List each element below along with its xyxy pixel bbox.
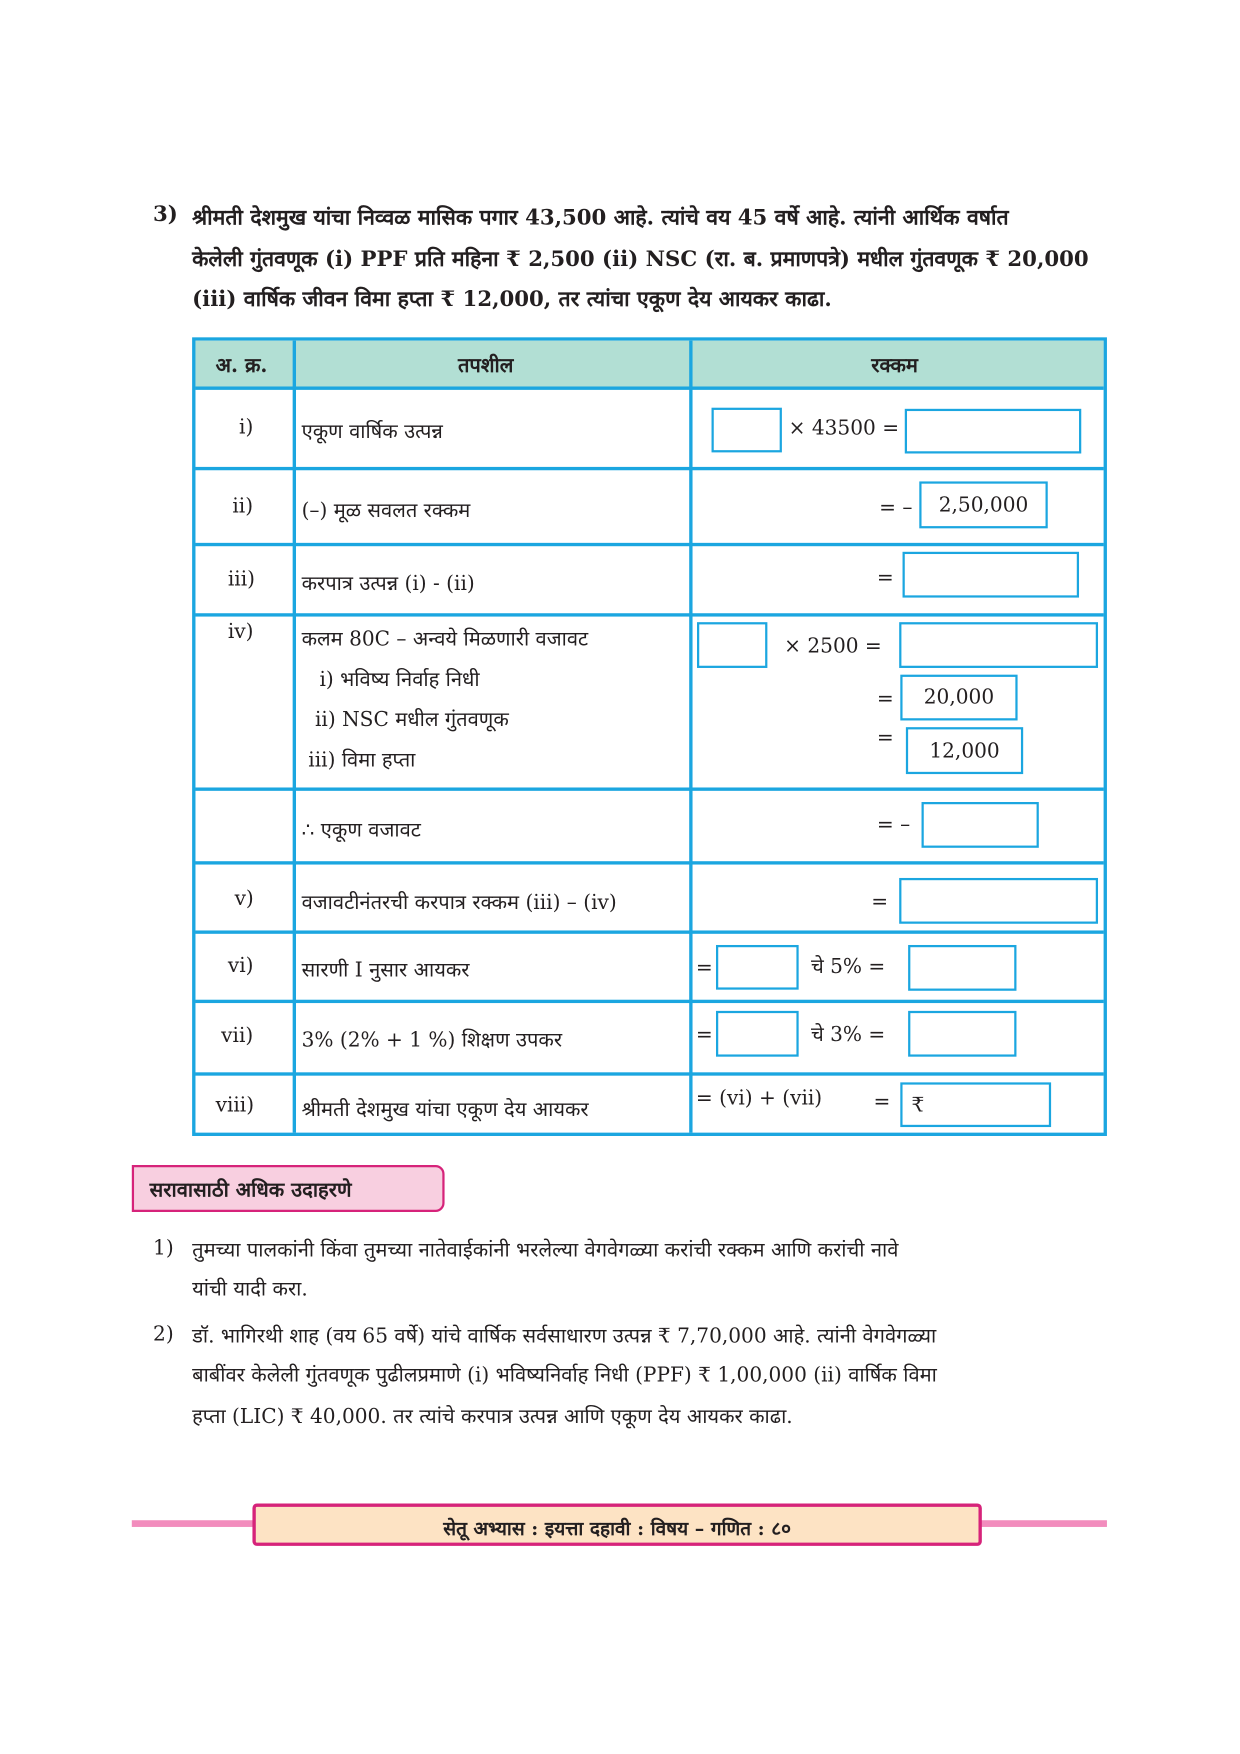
answer-box[interactable] <box>908 1011 1016 1057</box>
row-detail: सारणी I नुसार आयकर <box>301 958 470 982</box>
operator: = <box>873 1090 891 1114</box>
row-number: iii) <box>227 567 256 591</box>
value-box <box>906 727 1023 774</box>
row-detail: ∴ एकूण वजावट <box>301 818 421 843</box>
item-line: हप्ता (LIC) ₹ 40,000. तर त्यांचे करपात्र उत्पन्न आणि एकूण देय आयकर काढा. <box>192 1405 793 1429</box>
answer-box[interactable] <box>712 408 782 453</box>
operator: × 43500 = <box>788 416 900 441</box>
row-number: vi) <box>227 953 254 978</box>
row-detail: कलम 80C – अन्वये मिळणारी वजावट <box>301 627 589 652</box>
section-title: सरावासाठी अधिक उदाहरणे <box>132 1165 445 1212</box>
page-footer: सेतू अभ्यास : इयत्ता दहावी : विषय – गणित : ८० <box>252 1503 981 1545</box>
nsc-value: 20,000 <box>923 685 995 710</box>
item-number: 1) <box>153 1236 174 1260</box>
answer-box[interactable] <box>716 945 799 990</box>
row-detail: 3% (2% + 1 %) शिक्षण उपकर <box>301 1028 563 1053</box>
row-detail: एकूण वार्षिक उत्पन्न <box>301 419 443 444</box>
operator: चे 3% = <box>810 1023 886 1047</box>
row-number: iv) <box>227 619 254 644</box>
operator: = <box>871 890 889 914</box>
operator: = <box>695 1023 713 1047</box>
item-line: तुमच्या पालकांनी किंवा तुमच्या नातेवाईकांनी भरलेल्या वेगवेगळ्या करांची रक्कम आणि करांची नावे <box>192 1238 899 1263</box>
item-line: बाबींवर केलेली गुंतवणूक पुढीलप्रमाणे (i) भविष्यनिर्वाह निधी (PPF) ₹ 1,00,000 (ii) वार्षिक विमा <box>192 1363 937 1388</box>
operator: = (vi) + (vii) <box>695 1086 823 1111</box>
row-number: v) <box>234 886 254 911</box>
footer-rule <box>980 1520 1107 1527</box>
operator: चे 5% = <box>810 955 886 979</box>
answer-box[interactable] <box>905 409 1081 454</box>
answer-box[interactable] <box>900 1082 1051 1127</box>
header-detail: तपशील <box>457 354 514 378</box>
answer-box[interactable] <box>922 802 1039 848</box>
footer-rule <box>132 1520 255 1527</box>
row-subdetail: ii) NSC मधील गुंतवणूक <box>314 708 509 732</box>
question-number: 3) <box>153 202 178 227</box>
item-number: 2) <box>153 1322 174 1346</box>
row-subdetail: i) भविष्य निर्वाह निधी <box>319 667 480 692</box>
item-line: डॉ. भागिरथी शाह (वय 65 वर्षे) यांचे वार्षिक सर्वसाधारण उत्पन्न ₹ 7,70,000 आहे. त्यांनी वेगवेगळ्या <box>192 1324 937 1349</box>
question-line: केलेली गुंतवणूक (i) PPF प्रति महिना ₹ 2,500 (ii) NSC (रा. ब. प्रमाणपत्रे) मधील गुंतवणूक ₹ 20,000 <box>192 246 1089 272</box>
operator: = <box>876 726 894 750</box>
row-detail: श्रीमती देशमुख यांचा एकूण देय आयकर <box>301 1098 589 1122</box>
answer-box[interactable] <box>899 622 1098 668</box>
answer-box[interactable] <box>899 878 1098 924</box>
row-number: ii) <box>232 494 254 519</box>
row-number: i) <box>239 415 254 439</box>
question-line: श्रीमती देशमुख यांचा निव्वळ मासिक पगार 43,500 आहे. त्यांचे वय 45 वर्षे आहे. त्यांनी आर्थिक वर्षात <box>192 205 1009 231</box>
operator: = <box>876 686 894 711</box>
header-serial: अ. क्र. <box>215 354 268 378</box>
insurance-value: 12,000 <box>929 738 1000 763</box>
row-detail: वजावटीनंतरची करपात्र रक्कम (iii) – (iv) <box>301 891 617 915</box>
value-box <box>900 675 1017 721</box>
header-amount: रक्कम <box>871 354 918 378</box>
row-detail: करपात्र उत्पन्न (i) - (ii) <box>301 571 475 596</box>
rupee-symbol: ₹ <box>911 1092 925 1117</box>
operator: × 2500 = <box>784 634 882 658</box>
operator: = – <box>876 813 911 837</box>
answer-box[interactable] <box>908 945 1016 991</box>
operator: = <box>876 566 894 590</box>
row-number: viii) <box>215 1093 255 1117</box>
value-box <box>919 481 1047 528</box>
item-line: यांची यादी करा. <box>192 1277 308 1302</box>
question-line: (iii) वार्षिक जीवन विमा हप्ता ₹ 12,000, तर त्यांचा एकूण देय आयकर काढा. <box>192 287 832 312</box>
operator: = <box>695 956 713 980</box>
operator: = – <box>879 495 913 520</box>
answer-box[interactable] <box>697 622 767 668</box>
row-number: vii) <box>221 1024 254 1048</box>
basic-exemption-value: 2,50,000 <box>938 493 1029 517</box>
row-detail: (–) मूळ सवलत रक्कम <box>301 499 471 523</box>
table-header <box>195 341 1103 390</box>
row-subdetail: iii) विमा हप्ता <box>308 748 416 772</box>
answer-box[interactable] <box>716 1011 799 1057</box>
answer-box[interactable] <box>903 552 1079 598</box>
